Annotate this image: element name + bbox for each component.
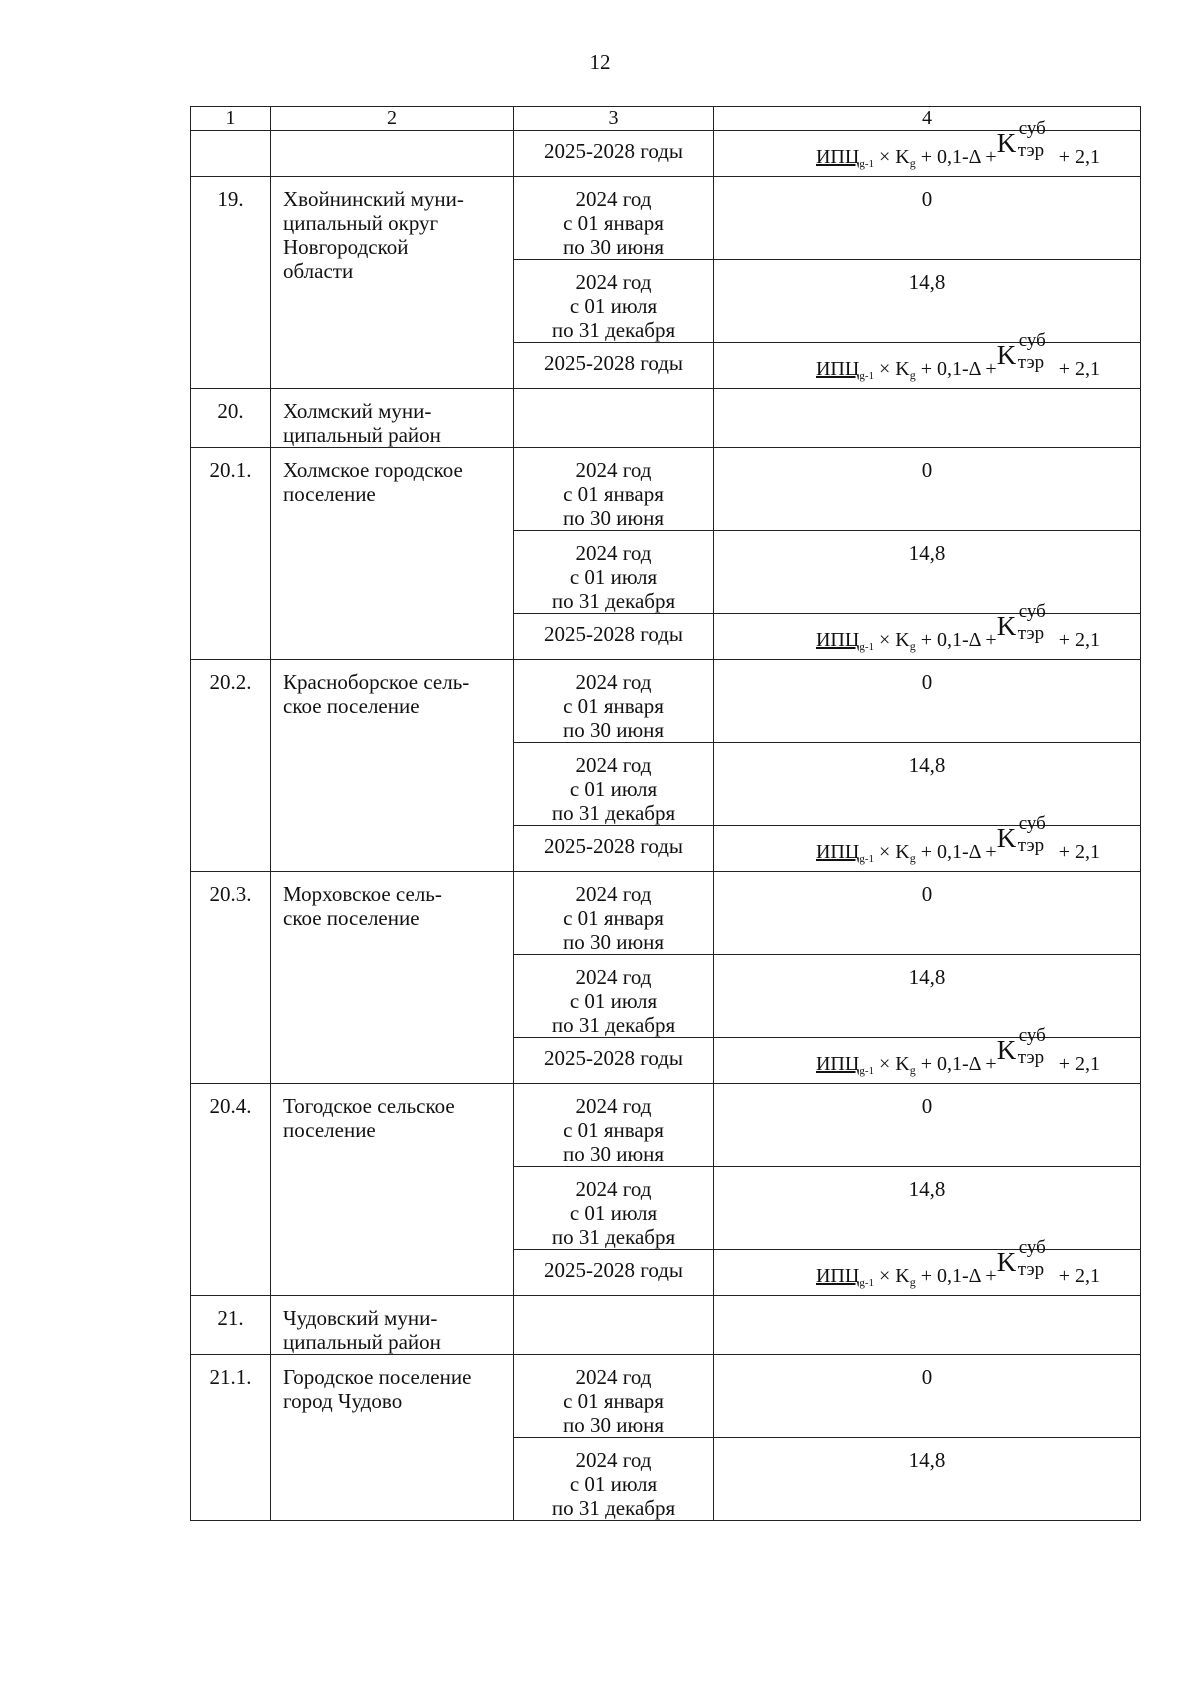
period-line: 2024 год [575,1177,652,1201]
period-line: с 01 января [563,906,664,930]
row-name [271,660,514,872]
period-cell [514,955,714,1038]
tariff-formula [815,601,1100,658]
period-line: с 01 июля [569,294,658,318]
table-row [191,1355,1141,1438]
formula-k-big: K [996,128,1017,158]
row-name-line: Тогодское сельское [283,1094,455,1118]
value-cell: 14,8 [714,1167,1141,1250]
row-name-line: Холмский муни- [283,399,432,423]
column-header: 3 [514,107,714,131]
period-line: 2024 год [575,753,652,777]
formula-tail: + 2,1 [1058,1053,1100,1075]
value-cell: 0 [714,660,1141,743]
period-cell [514,531,714,614]
period-line: по 31 декабря [551,318,676,342]
period-line: по 31 декабря [551,1225,676,1249]
formula-ipc-subscript: g-1 [859,370,874,382]
formula-k-subscript: g [909,1275,916,1289]
formula-times-k: × K [874,1053,910,1075]
formula-middle: + 0,1-Δ + [915,146,997,168]
row-number: 20.1. [191,448,271,660]
period-cell [514,1250,714,1296]
period-cell [514,343,714,389]
period-line: по 30 июня [562,1413,665,1437]
row-number: 19. [191,177,271,389]
row-name [271,872,514,1084]
formula-middle: + 0,1-Δ + [915,629,997,651]
period-line: 2024 год [575,965,652,989]
formula-k-subscript: g [909,851,916,865]
row-name-line: области [283,259,354,283]
period-line: 2025-2028 годы [543,622,684,646]
formula-k-big: K [996,823,1017,853]
table-row [191,448,1141,531]
formula-k-subscript-ter: тэр [1017,1259,1045,1280]
period-cell [514,872,714,955]
formula-k-subscript-ter: тэр [1017,623,1045,644]
value-cell: 14,8 [714,955,1141,1038]
row-number-cell [191,131,271,177]
formula-k-subscript: g [909,156,916,170]
formula-k-subscript-ter: тэр [1017,1047,1045,1068]
row-name-cell [271,131,514,177]
formula-ipc: ИПЦ [815,1265,860,1287]
value-cell: 14,8 [714,260,1141,343]
row-name-line: ципальный район [283,1330,441,1354]
row-name-line: поселение [283,1118,376,1142]
table-row [191,1296,1141,1355]
formula-k-subscript-ter: тэр [1017,140,1045,161]
table-row [191,131,1141,177]
period-line: с 01 июля [569,777,658,801]
tariff-formula [815,1025,1100,1082]
formula-middle: + 0,1-Δ + [915,1053,997,1075]
formula-ipc: ИПЦ [815,629,860,651]
column-header-row [191,107,1141,131]
formula-ipc-subscript: g-1 [859,158,874,170]
tariff-formula [815,1237,1100,1294]
formula-times-k: × K [874,841,910,863]
row-name-line: Холмское городское [283,458,463,482]
formula-times-k: × K [874,146,910,168]
row-number: 20.4. [191,1084,271,1296]
period-cell [514,1038,714,1084]
row-name-line: ципальный округ [283,211,439,235]
formula-k-subscript-ter: тэр [1017,352,1045,373]
period-line: 2024 год [575,882,652,906]
tariff-formula [815,118,1100,175]
formula-k-superscript: суб [1018,1237,1046,1258]
period-line: с 01 января [563,482,664,506]
period-cell [514,743,714,826]
period-line: 2025-2028 годы [543,351,684,375]
value-cell: 14,8 [714,531,1141,614]
table-row [191,872,1141,955]
row-name-line: ципальный район [283,423,441,447]
period-cell [514,177,714,260]
period-line: по 31 декабря [551,801,676,825]
formula-k-subscript: g [909,368,916,382]
value-cell [714,1296,1141,1355]
row-name-line: ское поселение [283,906,420,930]
formula-ipc: ИПЦ [815,1053,860,1075]
period-line: 2025-2028 годы [543,1046,684,1070]
period-line: с 01 января [563,1389,664,1413]
formula-k-big: K [996,1035,1017,1065]
formula-k-superscript: суб [1018,1025,1046,1046]
period-line: по 30 июня [562,506,665,530]
period-cell [514,826,714,872]
formula-ipc: ИПЦ [815,146,860,168]
formula-cell [714,1025,1141,1084]
period-line: 2024 год [575,270,652,294]
period-line: 2024 год [575,1094,652,1118]
period-line: с 01 января [563,1118,664,1142]
period-line: 2024 год [575,541,652,565]
period-line: 2024 год [575,458,652,482]
formula-cell [714,1237,1141,1296]
period-line: с 01 июля [569,1201,658,1225]
formula-cell [714,813,1141,872]
period-line: с 01 июля [569,989,658,1013]
period-line: с 01 января [563,211,664,235]
row-name-line: Городское поселение [283,1365,472,1389]
formula-k-big: K [996,340,1017,370]
row-number: 21. [191,1296,271,1355]
row-number: 20.3. [191,872,271,1084]
tariff-formula [815,813,1100,870]
row-name-line: ское поселение [283,694,420,718]
formula-tail: + 2,1 [1058,146,1100,168]
row-name-line: Чудовский муни- [283,1306,438,1330]
value-cell: 14,8 [714,1438,1141,1521]
column-header: 2 [271,107,514,131]
formula-k-subscript: g [909,639,916,653]
row-name [271,389,514,448]
period-cell [514,1296,714,1355]
value-cell: 0 [714,872,1141,955]
period-cell [514,1084,714,1167]
formula-middle: + 0,1-Δ + [915,1265,997,1287]
period-line: по 30 июня [562,930,665,954]
period-cell [514,614,714,660]
formula-tail: + 2,1 [1058,1265,1100,1287]
formula-k-big: K [996,611,1017,641]
page-number: 12 [589,50,611,74]
period-line: с 01 июля [569,1472,658,1496]
formula-k-subscript: g [909,1063,916,1077]
row-name-line: Красноборское сель- [283,670,470,694]
period-line: 2025-2028 годы [543,834,684,858]
row-name-line: поселение [283,482,376,506]
row-name [271,1296,514,1355]
period-line: 2024 год [575,670,652,694]
formula-middle: + 0,1-Δ + [915,841,997,863]
period-line: по 31 декабря [551,1013,676,1037]
row-name [271,1355,514,1521]
period-cell [514,660,714,743]
period-line: по 30 июня [562,718,665,742]
period-cell [514,1438,714,1521]
period-cell [514,260,714,343]
row-number: 21.1. [191,1355,271,1521]
formula-ipc: ИПЦ [815,841,860,863]
row-name [271,448,514,660]
value-cell: 0 [714,448,1141,531]
period-line: с 01 июля [569,565,658,589]
period-line: 2025-2028 годы [543,1258,684,1282]
period-line: по 30 июня [562,1142,665,1166]
formula-k-superscript: суб [1018,601,1046,622]
row-name [271,1084,514,1296]
period-cell [514,448,714,531]
value-cell: 14,8 [714,743,1141,826]
period-cell [514,131,714,177]
table-row [191,177,1141,260]
table-row [191,389,1141,448]
row-number: 20. [191,389,271,448]
tariff-table [190,106,1141,1521]
formula-ipc-subscript: g-1 [859,853,874,865]
period-cell [514,1167,714,1250]
value-cell [714,389,1141,448]
row-name-line: город Чудово [283,1389,403,1413]
formula-cell [714,601,1141,660]
period-line: с 01 января [563,694,664,718]
formula-k-subscript-ter: тэр [1017,835,1045,856]
formula-k-superscript: суб [1018,118,1046,139]
period-cell [514,389,714,448]
value-cell: 0 [714,1084,1141,1167]
row-name-line: Новгородской [283,235,409,259]
formula-times-k: × K [874,1265,910,1287]
formula-ipc-subscript: g-1 [859,1277,874,1289]
formula-k-superscript: суб [1018,813,1046,834]
row-name-line: Морховское сель- [283,882,442,906]
period-line: 2024 год [575,187,652,211]
formula-k-big: K [996,1247,1017,1277]
formula-ipc-subscript: g-1 [859,1065,874,1077]
column-header: 1 [191,107,271,131]
period-line: по 31 декабря [551,589,676,613]
formula-tail: + 2,1 [1058,629,1100,651]
row-name-line: Хвойнинский муни- [283,187,464,211]
formula-ipc-subscript: g-1 [859,641,874,653]
formula-cell [714,118,1141,177]
table-row [191,660,1141,743]
period-line: по 31 декабря [551,1496,676,1520]
formula-times-k: × K [874,358,910,380]
formula-tail: + 2,1 [1058,358,1100,380]
table-row [191,1084,1141,1167]
formula-k-superscript: суб [1018,330,1046,351]
row-number: 20.2. [191,660,271,872]
period-line: 2024 год [575,1448,652,1472]
period-line: 2025-2028 годы [543,139,684,163]
period-line: 2024 год [575,1365,652,1389]
row-name [271,177,514,389]
value-cell: 0 [714,177,1141,260]
formula-middle: + 0,1-Δ + [915,358,997,380]
formula-tail: + 2,1 [1058,841,1100,863]
formula-times-k: × K [874,629,910,651]
tariff-formula [815,330,1100,387]
column-header: 4 [714,107,1141,131]
formula-ipc: ИПЦ [815,358,860,380]
value-cell: 0 [714,1355,1141,1438]
period-cell [514,1355,714,1438]
formula-cell [714,330,1141,389]
period-line: по 30 июня [562,235,665,259]
